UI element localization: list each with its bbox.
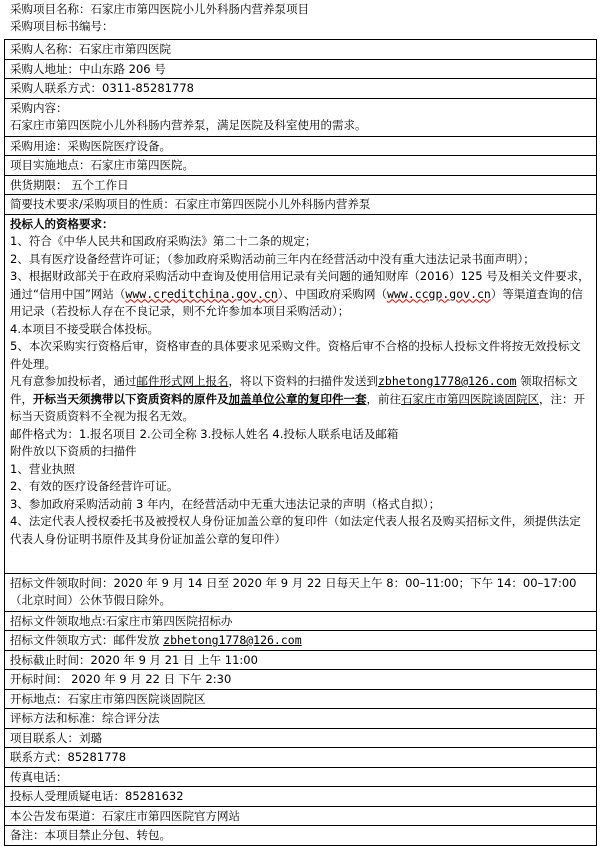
- supply-period: 供货期限： 五个工作日: [5, 175, 597, 195]
- row-obtain-way: [5, 631, 597, 651]
- contact-person: 项目联系人：刘璐: [5, 728, 597, 748]
- purchase-content-cell: [5, 98, 597, 136]
- row-open-place: [5, 689, 597, 709]
- row-publish: [5, 806, 597, 826]
- obtain-way: 招标文件领取方式：邮件发放 zbhetong1778@126.com: [5, 631, 597, 651]
- qualification-cell: [5, 214, 597, 573]
- row-purchaser-name: [5, 40, 597, 60]
- project-number: 采购项目标书编号：: [10, 19, 114, 33]
- qualification-item: 2、具有医疗设备经营许可证；（参加政府采购活动前三年内在经营活动中没有重大违法记录书面声明）；: [10, 251, 535, 266]
- obtain-time: 招标文件领取时间：2020 年 9 月 14 日至 2020 年 9 月 22 日每天上午 8：00–11:00；下午 14：00–17:00（北京时间）公休节假日除外。: [5, 573, 597, 611]
- row-deadline: [5, 650, 597, 670]
- row-eval: [5, 709, 597, 729]
- row-nature: [5, 195, 597, 215]
- registration-text: 凡有意参加投标者，通过邮件形式网上报名，将以下资料的扫描件发送到zbhetong1778@126.com 领取招标文件，开标当天须携带以下资质资料的原件及加盖单位公章的复印件一套，前往石家庄市第四医院谈固院区，注：开标当天资质资料不全视为报名无效。: [10, 374, 585, 423]
- row-contact-person: [5, 728, 597, 748]
- attachment-item: 1、营业执照: [10, 461, 75, 476]
- qualification-title: 投标人的资格要求：: [10, 216, 114, 231]
- qualification-item: 4.本项目不接受联合体投标。: [10, 321, 159, 336]
- mail-format: 邮件格式为：1.报名项目 2.公司全称 3.投标人姓名 4.投标人联系电话及邮箱: [10, 426, 399, 441]
- attachment-title: 附件放以下资质的扫描件: [10, 444, 137, 458]
- row-usage: [5, 136, 597, 156]
- publish-channel: 本公告发布渠道：石家庄市第四医院官方网站: [5, 806, 597, 826]
- remark: 备注：本项目禁止分包、转包。: [5, 826, 597, 846]
- row-purchaser-contact: [5, 79, 597, 99]
- complaint-phone: 投标人受理质疑电话：85281632: [5, 787, 597, 807]
- announcement-table: [4, 39, 597, 846]
- contact-phone: 联系方式：85281778: [5, 748, 597, 768]
- row-purchaser-address: [5, 59, 597, 79]
- creditchina-link[interactable]: www.creditchina.gov.cn: [125, 286, 278, 301]
- attachment-item: 3、参加政府采购活动前 3 年内，在经营活动中无重大违法记录的声明（格式自拟）；: [10, 496, 441, 511]
- bid-deadline: 投标截止时间：2020 年 9 月 21 日 上午 11:00: [5, 650, 597, 670]
- row-fax: [5, 767, 597, 787]
- row-open-time: [5, 670, 597, 690]
- qualification-item: 3、根据财政部关于在政府采购活动中查询及使用信用记录有关问题的通知财库（2016）125 号及相关文件要求，通过“信用中国”网站（www.creditchina.gov.cn）、中国政府采购网（www.ccgp.gov.cn）等渠道查询的信用记录（若投标人存在不良记录，则不允许参加本项目采购活动）；: [10, 269, 590, 318]
- row-period: [5, 175, 597, 195]
- row-obtain-time: [5, 573, 597, 611]
- qualification-item: 1、符合《中华人民共和国政府采购法》第二十二条的规定；: [10, 234, 317, 248]
- eval-method: 评标方法和标准：综合评分法: [5, 709, 597, 729]
- purchaser-name: 采购人名称：石家庄市第四医院: [5, 40, 597, 60]
- purchaser-address: 采购人地址：中山东路 206 号: [5, 59, 597, 79]
- open-time: 开标时间： 2020 年 9 月 22 日 下午 2:30: [5, 670, 597, 690]
- project-name: 采购项目名称：石家庄市第四医院小儿外科肠内营养泵项目: [10, 2, 309, 16]
- row-complaint: [5, 787, 597, 807]
- registration-email-link[interactable]: zbhetong1778@126.com: [378, 374, 517, 388]
- content-label: 采购内容：: [10, 100, 68, 115]
- attachment-item: 2、有效的医疗设备经营许可证。: [10, 479, 179, 493]
- content-text: 石家庄市第四医院小儿外科肠内营养泵，满足医院及科室使用的需求。: [10, 118, 367, 132]
- row-obtain-place: [5, 611, 597, 631]
- obtain-email-link[interactable]: zbhetong1778@126.com: [163, 633, 302, 647]
- ccgp-link[interactable]: www.ccgp.gov.cn: [387, 286, 491, 301]
- row-remark: [5, 826, 597, 846]
- row-qualification: [5, 214, 597, 573]
- obtain-place: 招标文件领取地点:石家庄市第四医院招标办: [5, 611, 597, 631]
- tech-nature: 简要技术要求/采购项目的性质：石家庄市第四医院小儿外科肠内营养泵: [5, 195, 597, 215]
- row-contact-phone: [5, 748, 597, 768]
- purchase-usage: 采购用途：采购医院医疗设备。: [5, 136, 597, 156]
- qualification-item: 5、本次采购实行资格后审，资格审查的具体要求见采购文件。资格后审不合格的投标人投标文件将按无效投标文件处理。: [10, 339, 581, 371]
- project-location: 项目实施地点：石家庄市第四医院。: [5, 156, 597, 176]
- row-location: [5, 156, 597, 176]
- purchaser-contact: 采购人联系方式：0311-85281778: [5, 79, 597, 99]
- open-place: 开标地点：石家庄市第四医院谈固院区: [5, 689, 597, 709]
- fax-phone: 传真电话：: [5, 767, 597, 787]
- attachment-item: 4、法定代表人授权委托书及被授权人身份证加盖公章的复印件（如法定代表人报名及购买招标文件，须提供法定代表人身份证明书原件及其身份证加盖公章的复印件）: [10, 514, 581, 546]
- row-purchase-content: [5, 98, 597, 136]
